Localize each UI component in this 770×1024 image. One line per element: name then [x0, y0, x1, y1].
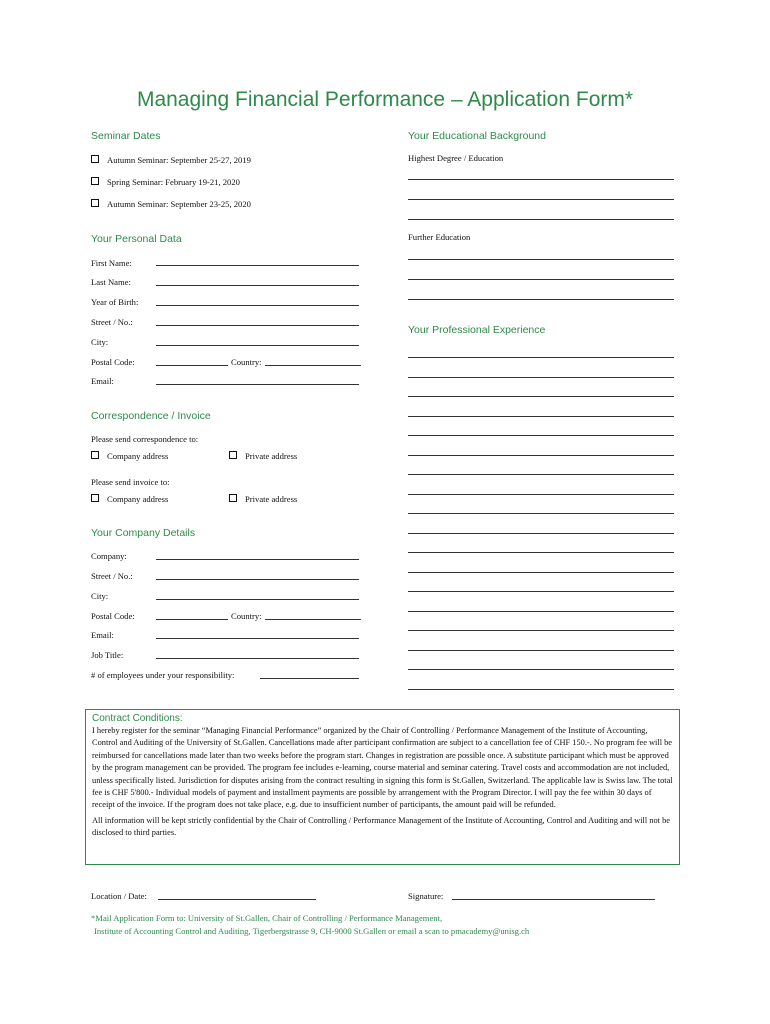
experience-line[interactable] [408, 611, 674, 612]
experience-heading: Your Professional Experience [408, 324, 546, 336]
further-education-line-2[interactable] [408, 279, 674, 280]
postal-code-label: Postal Code: [91, 357, 135, 367]
company-label: Company: [91, 551, 127, 561]
company-street-label: Street / No.: [91, 571, 133, 581]
highest-degree-line-1[interactable] [408, 179, 674, 180]
company-email-field[interactable] [156, 638, 359, 639]
company-city-field[interactable] [156, 599, 359, 600]
experience-line[interactable] [408, 377, 674, 378]
highest-degree-label: Highest Degree / Education [408, 153, 504, 163]
city-label: City: [91, 337, 109, 347]
company-country-label: Country: [231, 611, 262, 621]
country-field[interactable] [265, 365, 361, 366]
checkbox-icon[interactable] [91, 451, 99, 459]
experience-line[interactable] [408, 513, 674, 514]
footer-mail-line-1: *Mail Application Form to: University of St.Gallen, Chair of Controlling / Performance Management, [91, 913, 443, 923]
checkbox-icon[interactable] [91, 155, 99, 163]
first-name-label: First Name: [91, 258, 132, 268]
invoice-company-option[interactable]: Company address [91, 494, 168, 504]
email-field[interactable] [156, 384, 359, 385]
company-email-label: Email: [91, 630, 114, 640]
send-correspondence-label: Please send correspondence to: [91, 434, 199, 444]
contract-heading: Contract Conditions: [92, 713, 183, 724]
experience-line[interactable] [408, 533, 674, 534]
experience-line[interactable] [408, 455, 674, 456]
contract-paragraph-2: All information will be kept strictly confidential by the Chair of Controlling / Performance Management of the Institute of Accounting, Control and Auditing and will not be disclosed to third parties. [92, 815, 670, 838]
experience-line[interactable] [408, 591, 674, 592]
street-label: Street / No.: [91, 317, 133, 327]
further-education-label: Further Education [408, 232, 471, 242]
experience-line[interactable] [408, 435, 674, 436]
employees-field[interactable] [260, 678, 359, 679]
experience-line[interactable] [408, 396, 674, 397]
year-of-birth-label: Year of Birth: [91, 297, 139, 307]
experience-line[interactable] [408, 494, 674, 495]
experience-line[interactable] [408, 357, 674, 358]
experience-line[interactable] [408, 630, 674, 631]
company-street-field[interactable] [156, 579, 359, 580]
checkbox-icon[interactable] [91, 494, 99, 502]
correspondence-heading: Correspondence / Invoice [91, 410, 211, 422]
footer-mail-line-2: Institute of Accounting Control and Auditing, Tigerbergstrasse 9, CH-9000 St.Gallen or email a scan to pmacademy@unisg.ch [94, 926, 530, 936]
personal-data-heading: Your Personal Data [91, 233, 182, 245]
page-title: Managing Financial Performance – Application Form* [136, 88, 634, 111]
postal-code-field[interactable] [156, 365, 228, 366]
highest-degree-line-3[interactable] [408, 219, 674, 220]
seminar-option-2[interactable]: Spring Seminar: February 19-21, 2020 [91, 177, 240, 187]
location-date-label: Location / Date: [91, 891, 147, 901]
location-date-field[interactable] [158, 899, 316, 900]
employees-label: # of employees under your responsibility: [91, 670, 235, 680]
experience-line[interactable] [408, 669, 674, 670]
checkbox-icon[interactable] [229, 494, 237, 502]
seminar-dates-heading: Seminar Dates [91, 130, 161, 142]
year-of-birth-field[interactable] [156, 305, 359, 306]
further-education-line-1[interactable] [408, 259, 674, 260]
correspondence-private-option[interactable]: Private address [229, 451, 297, 461]
last-name-label: Last Name: [91, 277, 131, 287]
education-heading: Your Educational Background [408, 130, 546, 142]
further-education-line-3[interactable] [408, 299, 674, 300]
email-label: Email: [91, 376, 114, 386]
experience-line[interactable] [408, 552, 674, 553]
country-label: Country: [231, 357, 262, 367]
experience-line[interactable] [408, 650, 674, 651]
contract-conditions-box [85, 709, 680, 865]
company-field[interactable] [156, 559, 359, 560]
company-details-heading: Your Company Details [91, 527, 196, 539]
invoice-private-option[interactable]: Private address [229, 494, 297, 504]
send-invoice-label: Please send invoice to: [91, 477, 170, 487]
seminar-option-3[interactable]: Autumn Seminar: September 23-25, 2020 [91, 199, 251, 209]
job-title-label: Job Title: [91, 650, 124, 660]
seminar-option-1[interactable]: Autumn Seminar: September 25-27, 2019 [91, 155, 251, 165]
signature-field[interactable] [452, 899, 655, 900]
experience-line[interactable] [408, 416, 674, 417]
experience-line[interactable] [408, 689, 674, 690]
checkbox-icon[interactable] [91, 177, 99, 185]
company-city-label: City: [91, 591, 109, 601]
signature-label: Signature: [408, 891, 444, 901]
checkbox-icon[interactable] [229, 451, 237, 459]
company-postal-code-label: Postal Code: [91, 611, 135, 621]
street-field[interactable] [156, 325, 359, 326]
correspondence-company-option[interactable]: Company address [91, 451, 168, 461]
experience-line[interactable] [408, 474, 674, 475]
first-name-field[interactable] [156, 265, 359, 266]
last-name-field[interactable] [156, 285, 359, 286]
checkbox-icon[interactable] [91, 199, 99, 207]
company-country-field[interactable] [265, 619, 361, 620]
experience-line[interactable] [408, 572, 674, 573]
city-field[interactable] [156, 345, 359, 346]
contract-paragraph-1: I hereby register for the seminar “Managing Financial Performance” organized by the Chair of Controlling / Performance Management of the Institute of Accounting, Control and Auditing of the University of St.Gallen. Cancellations made after participant confirmation are subject to a cancellation fee of CHF 150.-. No program fee will be reimbursed for cancellations made later than two weeks before the program start. Changes in registration are possible once. A substitute participant which must be approved by the program management can be provided. The program fee includes e-learning, course material and seminar catering. Travel costs and accommodation are not included, unless specifically listed. Jurisdiction for disputes arising from the contract resulting in signing this form is St.Gallen, Switzerland. The applicable law is Swiss law. The total fee is CHF 5'800.- Individual models of payment and installment payments are possible by arrangement with the Program Director. I will pay the fee within 30 days of receipt of the invoice. If the program does not take place, e.g. due to insufficient number of participants, the amount paid will be refunded. [92, 726, 673, 810]
company-postal-code-field[interactable] [156, 619, 228, 620]
highest-degree-line-2[interactable] [408, 199, 674, 200]
job-title-field[interactable] [156, 658, 359, 659]
